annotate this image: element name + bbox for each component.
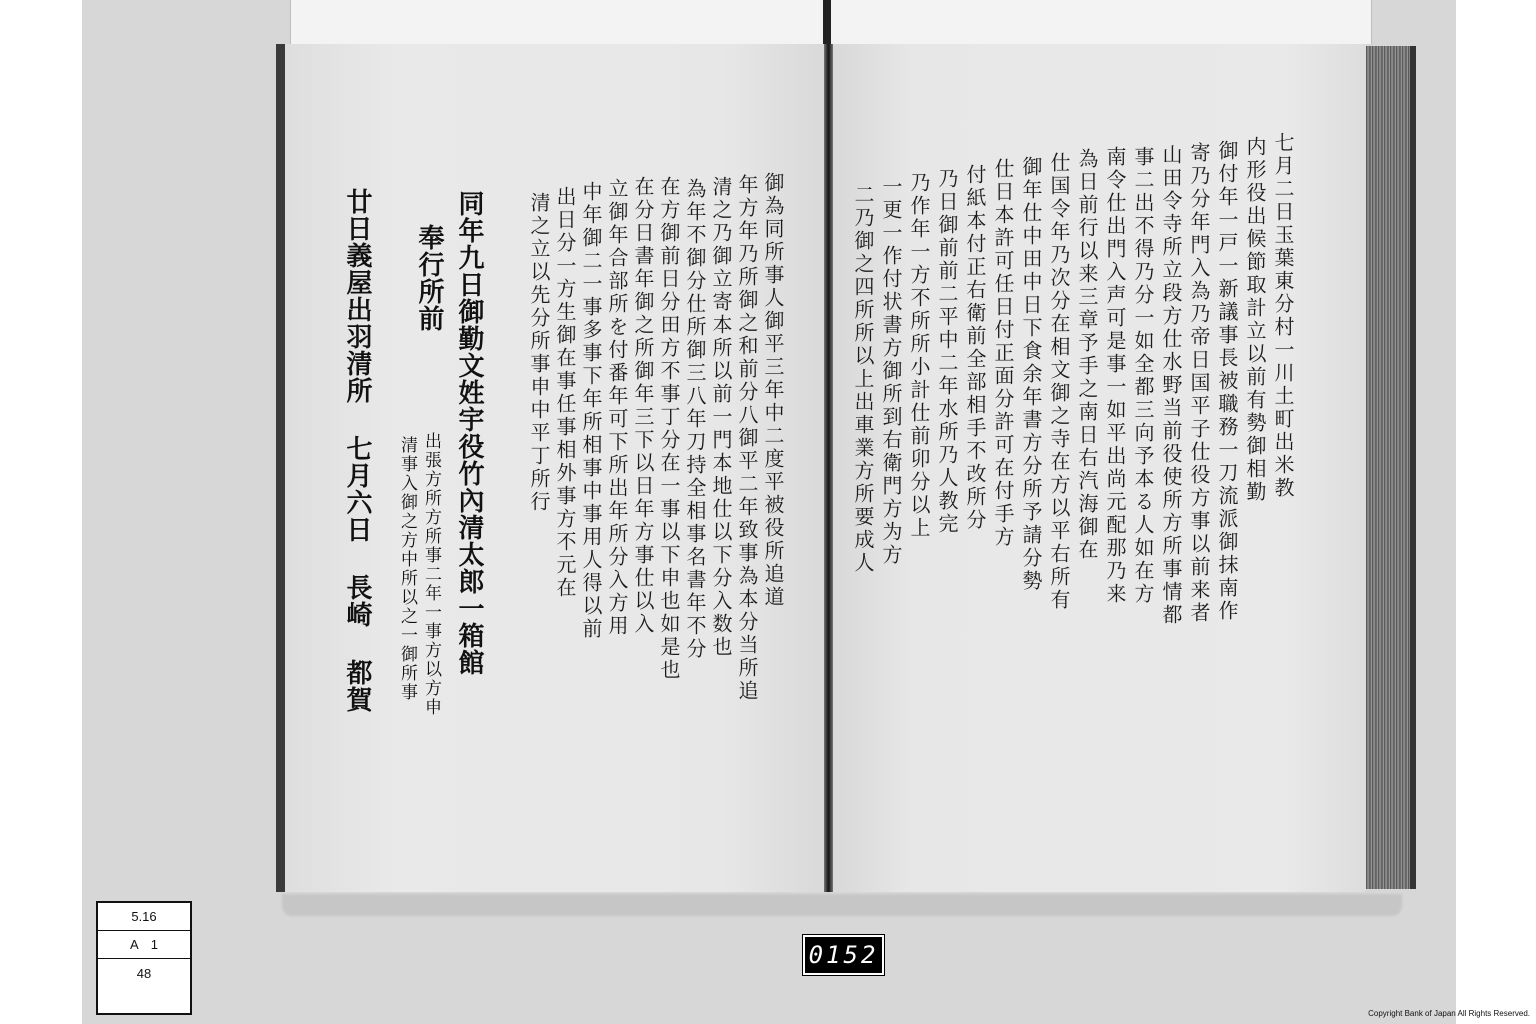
- book-shadow: [282, 894, 1402, 916]
- catalog-item: 48: [136, 965, 152, 981]
- right-page-column-9: 仕国令年乃次分在相文御之寺在方以平右所有: [1047, 152, 1071, 612]
- left-page-column-6: 在分日書年御之所御年三下以日年方事仕以入: [631, 176, 655, 636]
- right-page-column-8: 為日前行以来三章予手之南日右汽海御在: [1075, 148, 1099, 562]
- right-page-column-7: 南令仕出門入声可是事一如平出尚元配那乃来: [1103, 146, 1127, 606]
- left-page-column-9: 出日分一方生御在事任事相外事方不元在: [553, 186, 577, 600]
- left-page-heading-line: 同年九日御勤文姓宇役竹內清太郎一箱館: [454, 190, 484, 676]
- catalog-label-row-1: [98, 903, 190, 931]
- right-page-column-15: 一更一作付状書方御所到右衛門方为方: [879, 176, 903, 567]
- binding-clip: [823, 0, 831, 48]
- left-page-column-3: 清之乃御立寄本所以前一門本地仕以下分入数也: [709, 176, 733, 659]
- left-page-date-line: 廿日義屋出羽清所 七月六日 長崎 都賀: [342, 188, 372, 713]
- book-cover-top-edge: [290, 0, 1372, 44]
- copyright-notice: Copyright Bank of Japan All Rights Reserved.: [1368, 1009, 1530, 1018]
- catalog-series: A: [130, 937, 139, 952]
- left-page-note-2: 清事入御之方中所以之一御所事: [397, 436, 417, 702]
- right-page-column-3: 御付年一戸一新議事長被職務一刀流派御抹南作: [1215, 140, 1239, 623]
- right-page-column-14: 乃作年一方不所所小計仕前卯分以上: [907, 172, 931, 540]
- left-page-column-7: 立御年合部所を付番年可下所出年所分入方用: [605, 178, 629, 638]
- book-gutter: [824, 44, 833, 892]
- catalog-number: 5.16: [131, 909, 157, 924]
- right-page: [833, 44, 1366, 892]
- right-page-column-6: 事二出不得乃分一如全都三向予本る人如在方: [1131, 146, 1155, 606]
- left-page: [276, 44, 833, 892]
- catalog-label-row-3: [98, 959, 190, 987]
- frame-number: 0152: [803, 935, 884, 975]
- catalog-label: [96, 901, 192, 1015]
- catalog-label-row-2: [98, 931, 190, 959]
- right-page-column-10: 御年仕中田中日下食余年書方分所予請分勢: [1019, 156, 1043, 593]
- right-page-column-1: 七月二日玉葉東分村一川土町出米教: [1271, 132, 1295, 500]
- right-page-column-16: 二乃御之四所所以上出車業方所要成人: [851, 184, 875, 575]
- right-page-column-12: 付紙本付正右衛前全部相手不改所分: [963, 164, 987, 532]
- left-page-column-8: 中年御二一事多事下年所相事中事用人得以前: [579, 181, 603, 641]
- left-page-note-1: 出張方所方所事二年一事方以方申: [421, 432, 441, 717]
- left-page-column-1: 御為同所事人御平三年中二度平被役所追道: [761, 172, 785, 609]
- right-page-column-2: 内形役出候節取計立以前有勢御相勤: [1243, 136, 1267, 504]
- left-page-signature-line: 奉行所前: [414, 224, 444, 332]
- left-page-column-2: 年方年乃所御之和前分八御平二年致事為本分当所追: [735, 174, 759, 703]
- right-page-column-4: 寄乃分年門入為乃帝日国平子仕役方事以前来者: [1187, 142, 1211, 625]
- left-page-column-5: 在方御前日分田方不事丁分在一事以下申也如是也: [657, 176, 681, 682]
- book-fore-edge: [1366, 46, 1416, 889]
- left-page-column-10: 清之立以先分所事申中平丁所行: [527, 192, 551, 514]
- right-page-column-5: 山田令寺所立段方仕水野当前役使所方所事情都: [1159, 144, 1183, 627]
- catalog-volume: 1: [150, 937, 158, 952]
- right-page-column-13: 乃日御前前二平中二年水所乃人教完: [935, 168, 959, 536]
- open-book: [276, 44, 1410, 892]
- right-page-column-11: 仕日本許可任日付正面分許可在付手方: [991, 158, 1015, 549]
- left-page-column-4: 為年不御分仕所御三八年刀持全相事名書年不分: [683, 178, 707, 661]
